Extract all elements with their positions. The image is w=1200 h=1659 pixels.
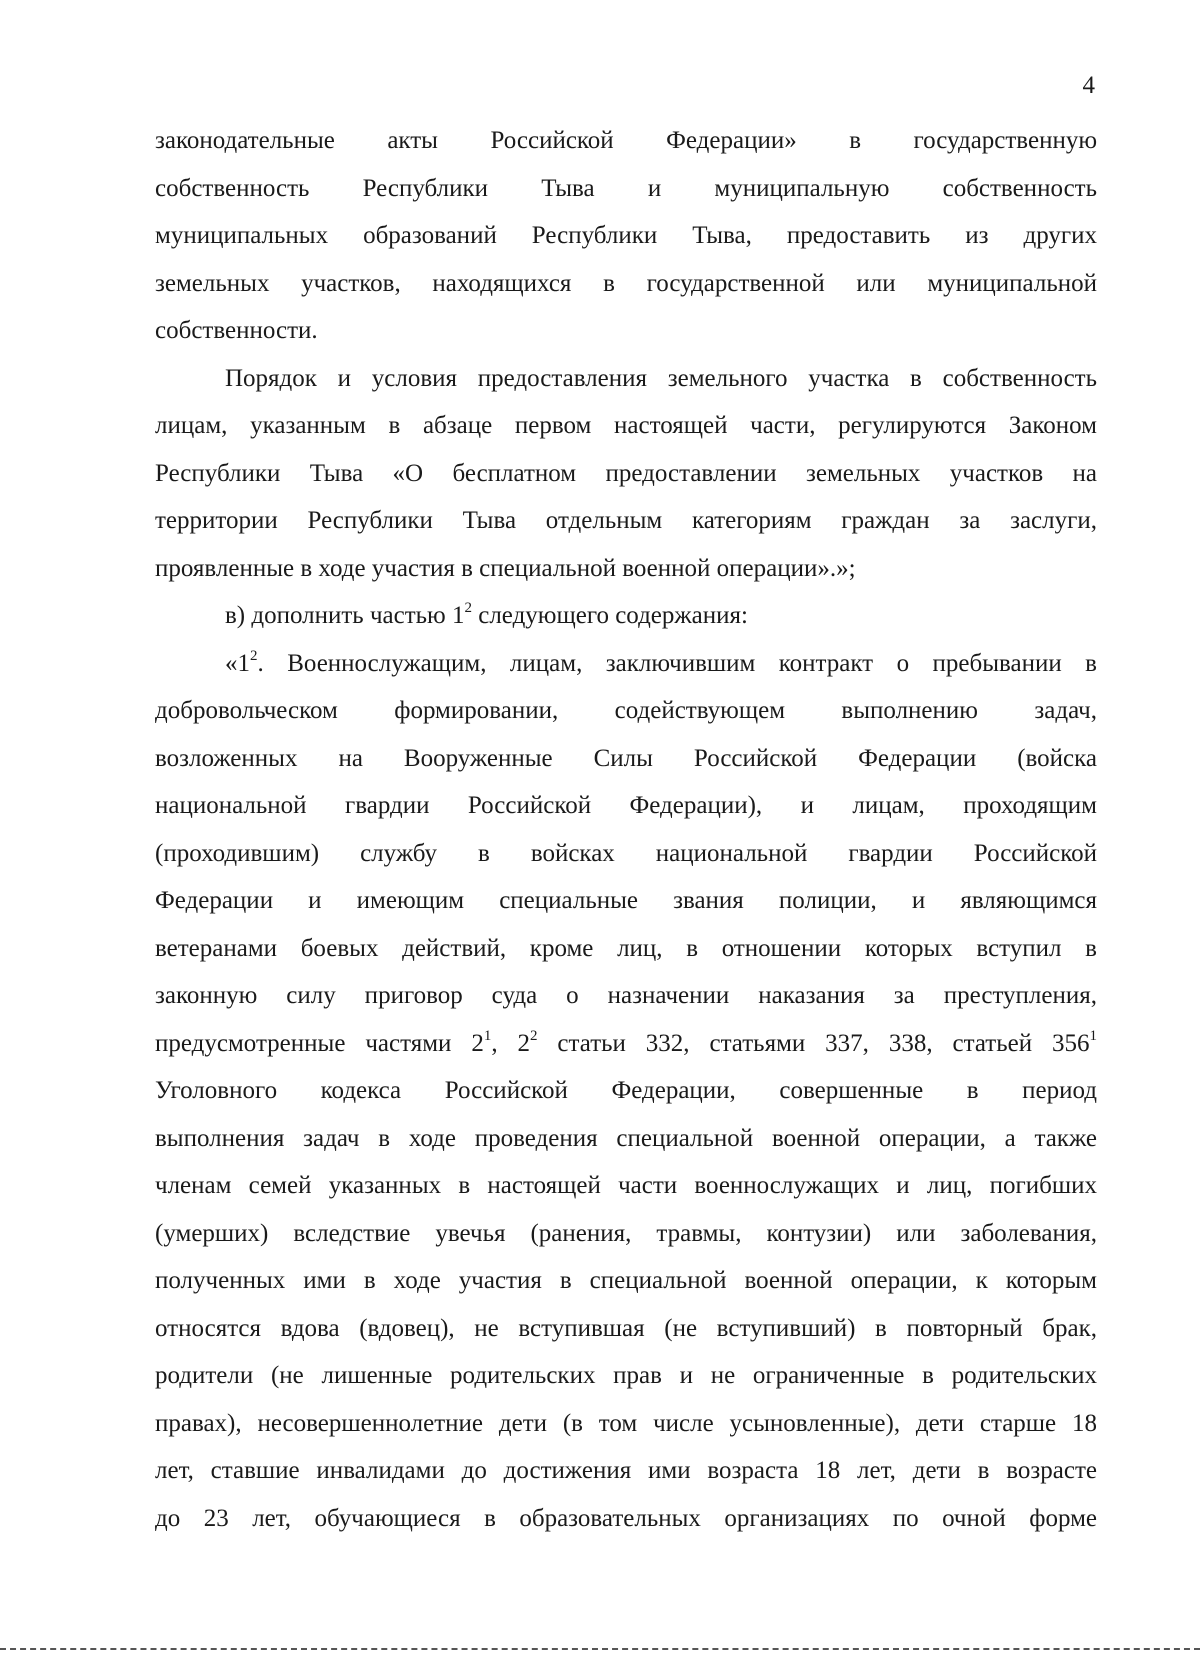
text-line: законодательные акты Российской Федерации» в государственную bbox=[155, 127, 1097, 154]
text-line: членам семей указанных в настоящей части военнослужащих и лиц, погибших bbox=[155, 1172, 1097, 1199]
text-line: предусмотренные частями $2^1$, $2^2$ статьи 332, статьями 337, 338, статьей $356^1$ bbox=[155, 1027, 1097, 1057]
text-line: собственности. bbox=[155, 317, 318, 344]
text-line: полученных ими в ходе участия в специальной военной операции, к которым bbox=[155, 1267, 1097, 1294]
text-line: территории Республики Тыва отдельным категориям граждан за заслуги, bbox=[155, 507, 1097, 534]
text-line: «$1^2$. Военнослужащим, лицам, заключившим контракт о пребывании в bbox=[225, 647, 1097, 677]
text-line: законную силу приговор суда о назначении наказания за преступления, bbox=[155, 982, 1097, 1009]
text-line: земельных участков, находящихся в государственной или муниципальной bbox=[155, 269, 1097, 297]
text-line: лет, ставшие инвалидами до достижения ими возраста 18 лет, дети в возрасте bbox=[155, 1457, 1097, 1484]
text-line: в) дополнить частью $1^2$ следующего содержания: bbox=[225, 600, 748, 629]
text-line: (проходившим) службу в войсках национальной гвардии Российской bbox=[155, 839, 1097, 867]
text-line: (умерших) вследствие увечья (ранения, травмы, контузии) или заболевания, bbox=[155, 1219, 1097, 1247]
document-body bbox=[155, 117, 1097, 1542]
page-number: 4 bbox=[1082, 72, 1095, 99]
text-line: относятся вдова (вдовец), не вступившая (не вступивший) в повторный брак, bbox=[155, 1314, 1097, 1342]
text-line: лицам, указанным в абзаце первом настоящей части, регулируются Законом bbox=[155, 412, 1097, 439]
text-line: ветеранами боевых действий, кроме лиц, в отношении которых вступил в bbox=[155, 934, 1097, 962]
text-line: выполнения задач в ходе проведения специальной военной операции, а также bbox=[155, 1124, 1097, 1152]
text-line: Федерации и имеющим специальные звания полиции, и являющимся bbox=[155, 887, 1097, 914]
text-line: Порядок и условия предоставления земельного участка в собственность bbox=[225, 364, 1097, 392]
text-line: возложенных на Вооруженные Силы Российской Федерации (войска bbox=[155, 744, 1097, 772]
text-line: Уголовного кодекса Российской Федерации, совершенные в период bbox=[155, 1077, 1097, 1104]
text-line: проявленные в ходе участия в специальной военной операции».»; bbox=[155, 554, 856, 582]
text-line: собственность Республики Тыва и муниципальную собственность bbox=[155, 174, 1097, 202]
text-line: Республики Тыва «О бесплатном предоставлении земельных участков на bbox=[155, 459, 1097, 487]
text-line: до 23 лет, обучающиеся в образовательных организациях по очной форме bbox=[155, 1504, 1097, 1532]
text-line: родители (не лишенные родительских прав и не ограниченные в родительских bbox=[155, 1362, 1097, 1389]
text-line: добровольческом формировании, содействующем выполнению задач, bbox=[155, 697, 1097, 724]
text-line: национальной гвардии Российской Федерации), и лицам, проходящим bbox=[155, 792, 1097, 819]
text-line: правах), несовершеннолетние дети (в том числе усыновленные), дети старше 18 bbox=[155, 1409, 1097, 1437]
scan-edge-rule bbox=[0, 1648, 1200, 1650]
text-line: муниципальных образований Республики Тыва, предоставить из других bbox=[155, 222, 1097, 249]
